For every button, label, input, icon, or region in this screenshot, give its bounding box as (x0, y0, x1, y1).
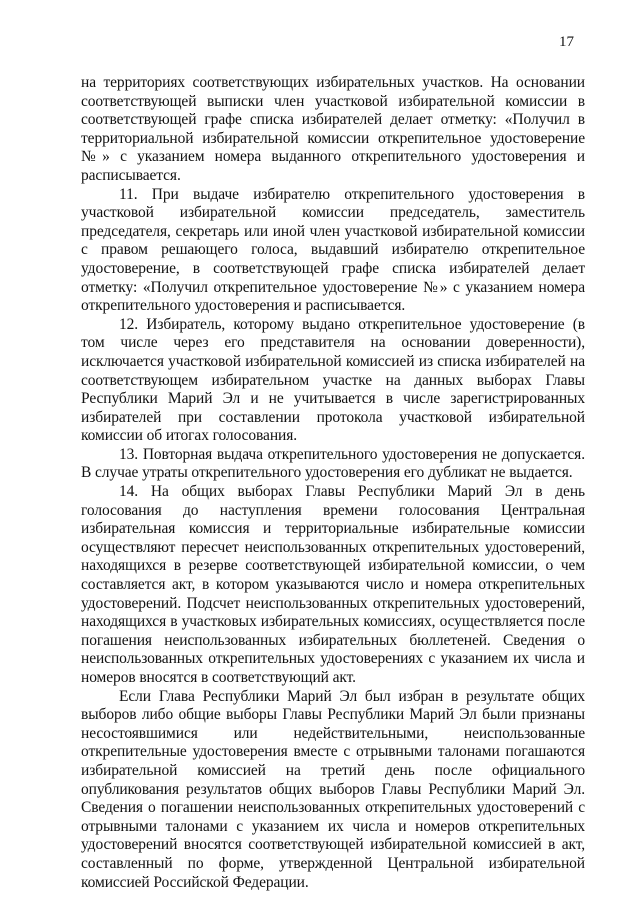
paragraph-item-14-continued: Если Глава Республики Марий Эл был избран в результате общих выборов либо общие выборы Главы Республики Марий Эл были признаны несостоявшимися или недействительными, неиспользованные открепительные удостоверения вместе с отрывными талонами погашаются избирательной комиссией на третий день после официального опубликования результатов общих выборов Главы Республики Марий Эл. Сведения о погашении неиспользованных открепительных удостоверений с отрывными талонами с указанием их числа и номеров открепительных удостоверений вносятся соответствующей избирательной комиссией в акт, составленный по форме, утвержденной Центральной избирательной комиссией Российской Федерации. (81, 687, 585, 891)
paragraph-item-14: 14. На общих выборах Главы Республики Марий Эл в день голосования до наступления времени голосования Центральная избирательная комиссия и территориальные избирательные комиссии осуществляют пересчет неиспользованных открепительных удостоверений, находящихся в резерве соответствующей избирательной комиссии, о чем составляется акт, в котором указываются число и номера открепительных удостоверений. Подсчет неиспользованных открепительных удостоверений, находящихся в участковых избирательных комиссиях, осуществляется после погашения неиспользованных избирательных бюллетеней. Сведения о неиспользованных открепительных удостоверениях с указанием их числа и номеров вносятся в соответствующий акт. (81, 483, 585, 686)
page-number: 17 (559, 34, 574, 50)
paragraph-item-11: 11. При выдаче избирателю открепительного удостоверения в участковой избирательной комиссии председатель, заместитель председателя, секретарь или иной член участковой избирательной комиссии с правом решающего голоса, выдавший избирателю открепительное удостоверение, в соответствующей графе списка избирателей делает отметку: «Получил открепительное удостоверение №» с указанием номера открепительного удостоверения и расписывается. (81, 185, 585, 315)
paragraph-continuation: на территориях соответствующих избирательных участков. На основании соответствующей выписки член участковой избирательной комиссии в соответствующей графе списка избирателей делает отметку: «Получил в территориальной избирательной комиссии открепительное удостоверение №» с указанием номера выданного открепительного удостоверения и расписывается. (81, 74, 585, 184)
document-body (81, 74, 585, 892)
paragraph-item-12: 12. Избиратель, которому выдано открепительное удостоверение (в том числе через его представителя на основании доверенности), исключается участковой избирательной комиссией из списка избирателей на соответствующем избирательном участке на данных выборах Главы Республики Марий Эл и не учитывается в числе зарегистрированных избирателей при составлении протокола участковой избирательной комиссии об итогах голосования. (81, 315, 585, 445)
paragraph-item-13: 13. Повторная выдача открепительного удостоверения не допускается. В случае утраты открепительного удостоверения его дубликат не выдается. (81, 445, 585, 482)
